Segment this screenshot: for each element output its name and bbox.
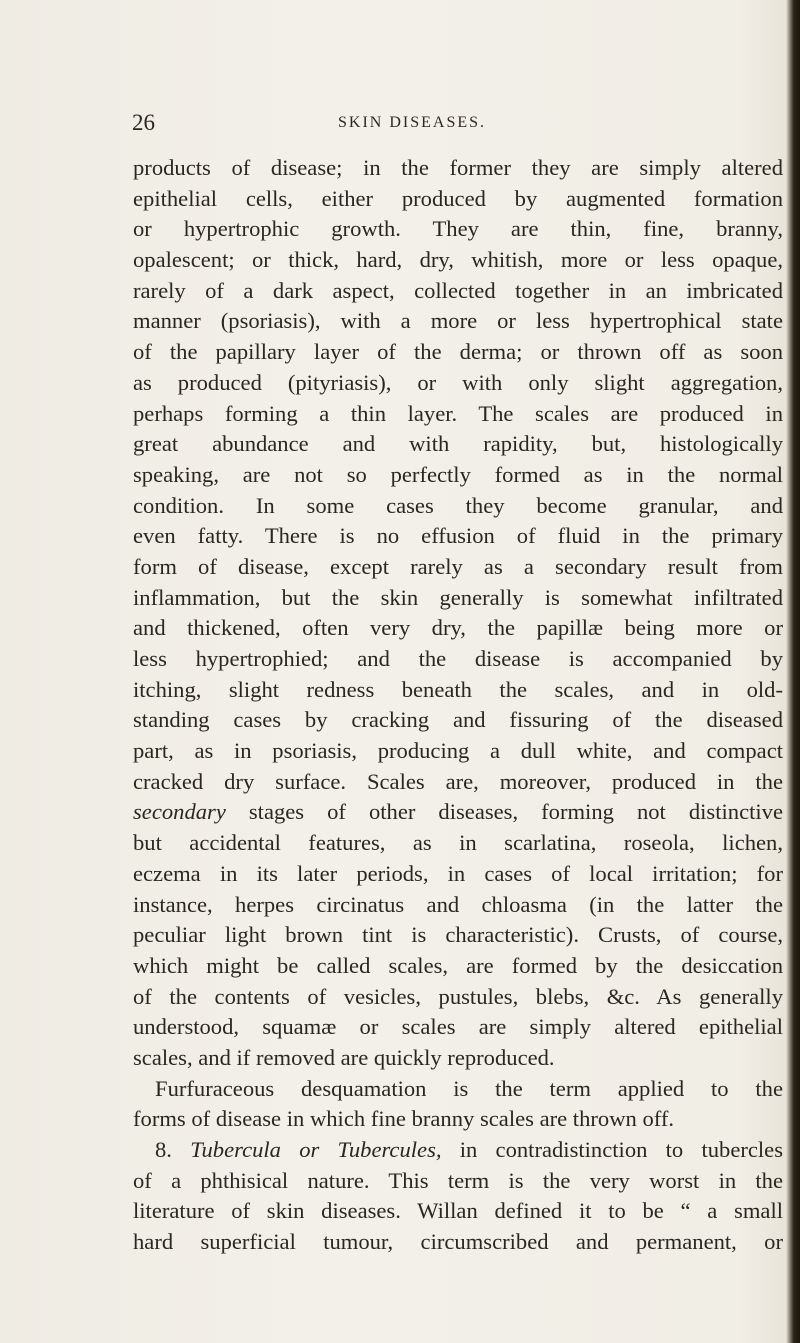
line-text: itching, slight redness beneath the scales, and in old- [133, 676, 783, 702]
text-line [133, 1104, 783, 1135]
text-line [133, 736, 783, 767]
page-header [132, 110, 782, 140]
body-text [133, 153, 783, 1258]
text-line [133, 1074, 783, 1105]
line-text: hard superficial tumour, circumscribed and permanent, or [133, 1229, 783, 1255]
text-line [133, 1196, 783, 1227]
page-binding-edge [786, 0, 800, 1343]
line-text: or hypertrophic growth. They are thin, fine, branny, [133, 216, 783, 242]
line-text: perhaps forming a thin layer. The scales are produced in [133, 400, 783, 426]
line-text: products of disease; in the former they are simply altered [133, 155, 783, 180]
text-line [133, 982, 783, 1013]
line-text: standing cases by cracking and fissuring of the diseased [133, 707, 783, 733]
text-line [133, 399, 783, 430]
text-line [133, 245, 783, 276]
line-text: literature of skin diseases. Willan defined it to be “ a small [133, 1198, 783, 1224]
text-line [133, 214, 783, 245]
text-line [133, 1166, 783, 1197]
text-line [133, 491, 783, 522]
text-line [133, 1012, 783, 1043]
text-line [133, 583, 783, 614]
text-line [133, 890, 783, 921]
text-line [133, 644, 783, 675]
page-number: 26 [132, 110, 155, 135]
line-text: and thickened, often very dry, the papillæ being more or [133, 615, 783, 641]
line-text: instance, herpes circinatus and chloasma (in the latter the [133, 891, 783, 917]
line-text: less hypertrophied; and the disease is accompanied by [133, 646, 783, 671]
text-line [133, 153, 783, 184]
line-text: even fatty. There is no effusion of fluid in the primary [133, 523, 783, 549]
line-text: but accidental features, as in scarlatina, roseola, lichen, [133, 830, 783, 856]
line-text: great abundance and with rapidity, but, histologically [133, 431, 783, 457]
text-line [133, 460, 783, 491]
line-text: manner (psoriasis), with a more or less hypertrophical state [133, 308, 783, 334]
line-text: forms of disease in which fine branny scales are thrown off. [133, 1106, 675, 1132]
running-head: SKIN DISEASES. [338, 114, 487, 131]
text-line [133, 184, 783, 215]
text-line [133, 920, 783, 951]
line-text: of the papillary layer of the derma; or thrown off as soon [133, 339, 783, 365]
text-line [133, 951, 783, 982]
line-text: of a phthisical nature. This term is the very worst in the [133, 1167, 783, 1193]
text-line [133, 767, 783, 798]
section-number: 8. [155, 1137, 191, 1162]
line-text: stages of other diseases, forming not distinctive [225, 799, 783, 825]
line-text: rarely of a dark aspect, collected together in an imbricated [133, 277, 783, 303]
italic-term: secondary [133, 799, 226, 825]
text-line [133, 1135, 783, 1166]
text-line [133, 368, 783, 399]
text-line [133, 705, 783, 736]
line-text: part, as in psoriasis, producing a dull white, and compact [133, 738, 783, 764]
line-text: which might be called scales, are formed by the desiccation [133, 952, 783, 978]
text-line [133, 1227, 783, 1258]
line-text: of the contents of vesicles, pustules, blebs, &c. As generally [133, 983, 783, 1009]
text-line [133, 613, 783, 644]
text-line [133, 521, 783, 552]
line-text: understood, squamæ or scales are simply altered epithelial [133, 1014, 783, 1040]
text-line [133, 552, 783, 583]
text-line [133, 828, 783, 859]
line-text: as produced (pityriasis), or with only slight aggregation, [133, 369, 783, 395]
line-text: epithelial cells, either produced by augmented formation [133, 185, 783, 211]
line-text: cracked dry surface. Scales are, moreover, produced in the [133, 768, 783, 794]
line-text: Furfuraceous desquamation is the term applied to the [155, 1075, 783, 1101]
line-text: eczema in its later periods, in cases of local irritation; for [133, 860, 783, 886]
line-text: in contradistinction to tubercles [441, 1137, 784, 1162]
text-line [133, 276, 783, 307]
text-line [133, 675, 783, 706]
text-line [133, 859, 783, 890]
text-line [133, 306, 783, 337]
line-text: scales, and if removed are quickly reproduced. [133, 1044, 555, 1070]
text-line [133, 797, 783, 828]
line-text: form of disease, except rarely as a secondary result from [133, 553, 783, 579]
italic-term: Tubercula or Tubercules, [190, 1137, 442, 1162]
line-text: opalescent; or thick, hard, dry, whitish, more or less opaque, [133, 247, 783, 273]
text-line [133, 337, 783, 368]
text-line [133, 429, 783, 460]
text-line [133, 1043, 783, 1074]
line-text: peculiar light brown tint is characteristic). Crusts, of course, [133, 922, 783, 948]
line-text: condition. In some cases they become granular, and [133, 492, 783, 518]
line-text: speaking, are not so perfectly formed as in the normal [133, 461, 783, 487]
line-text: inflammation, but the skin generally is somewhat infiltrated [133, 584, 783, 610]
